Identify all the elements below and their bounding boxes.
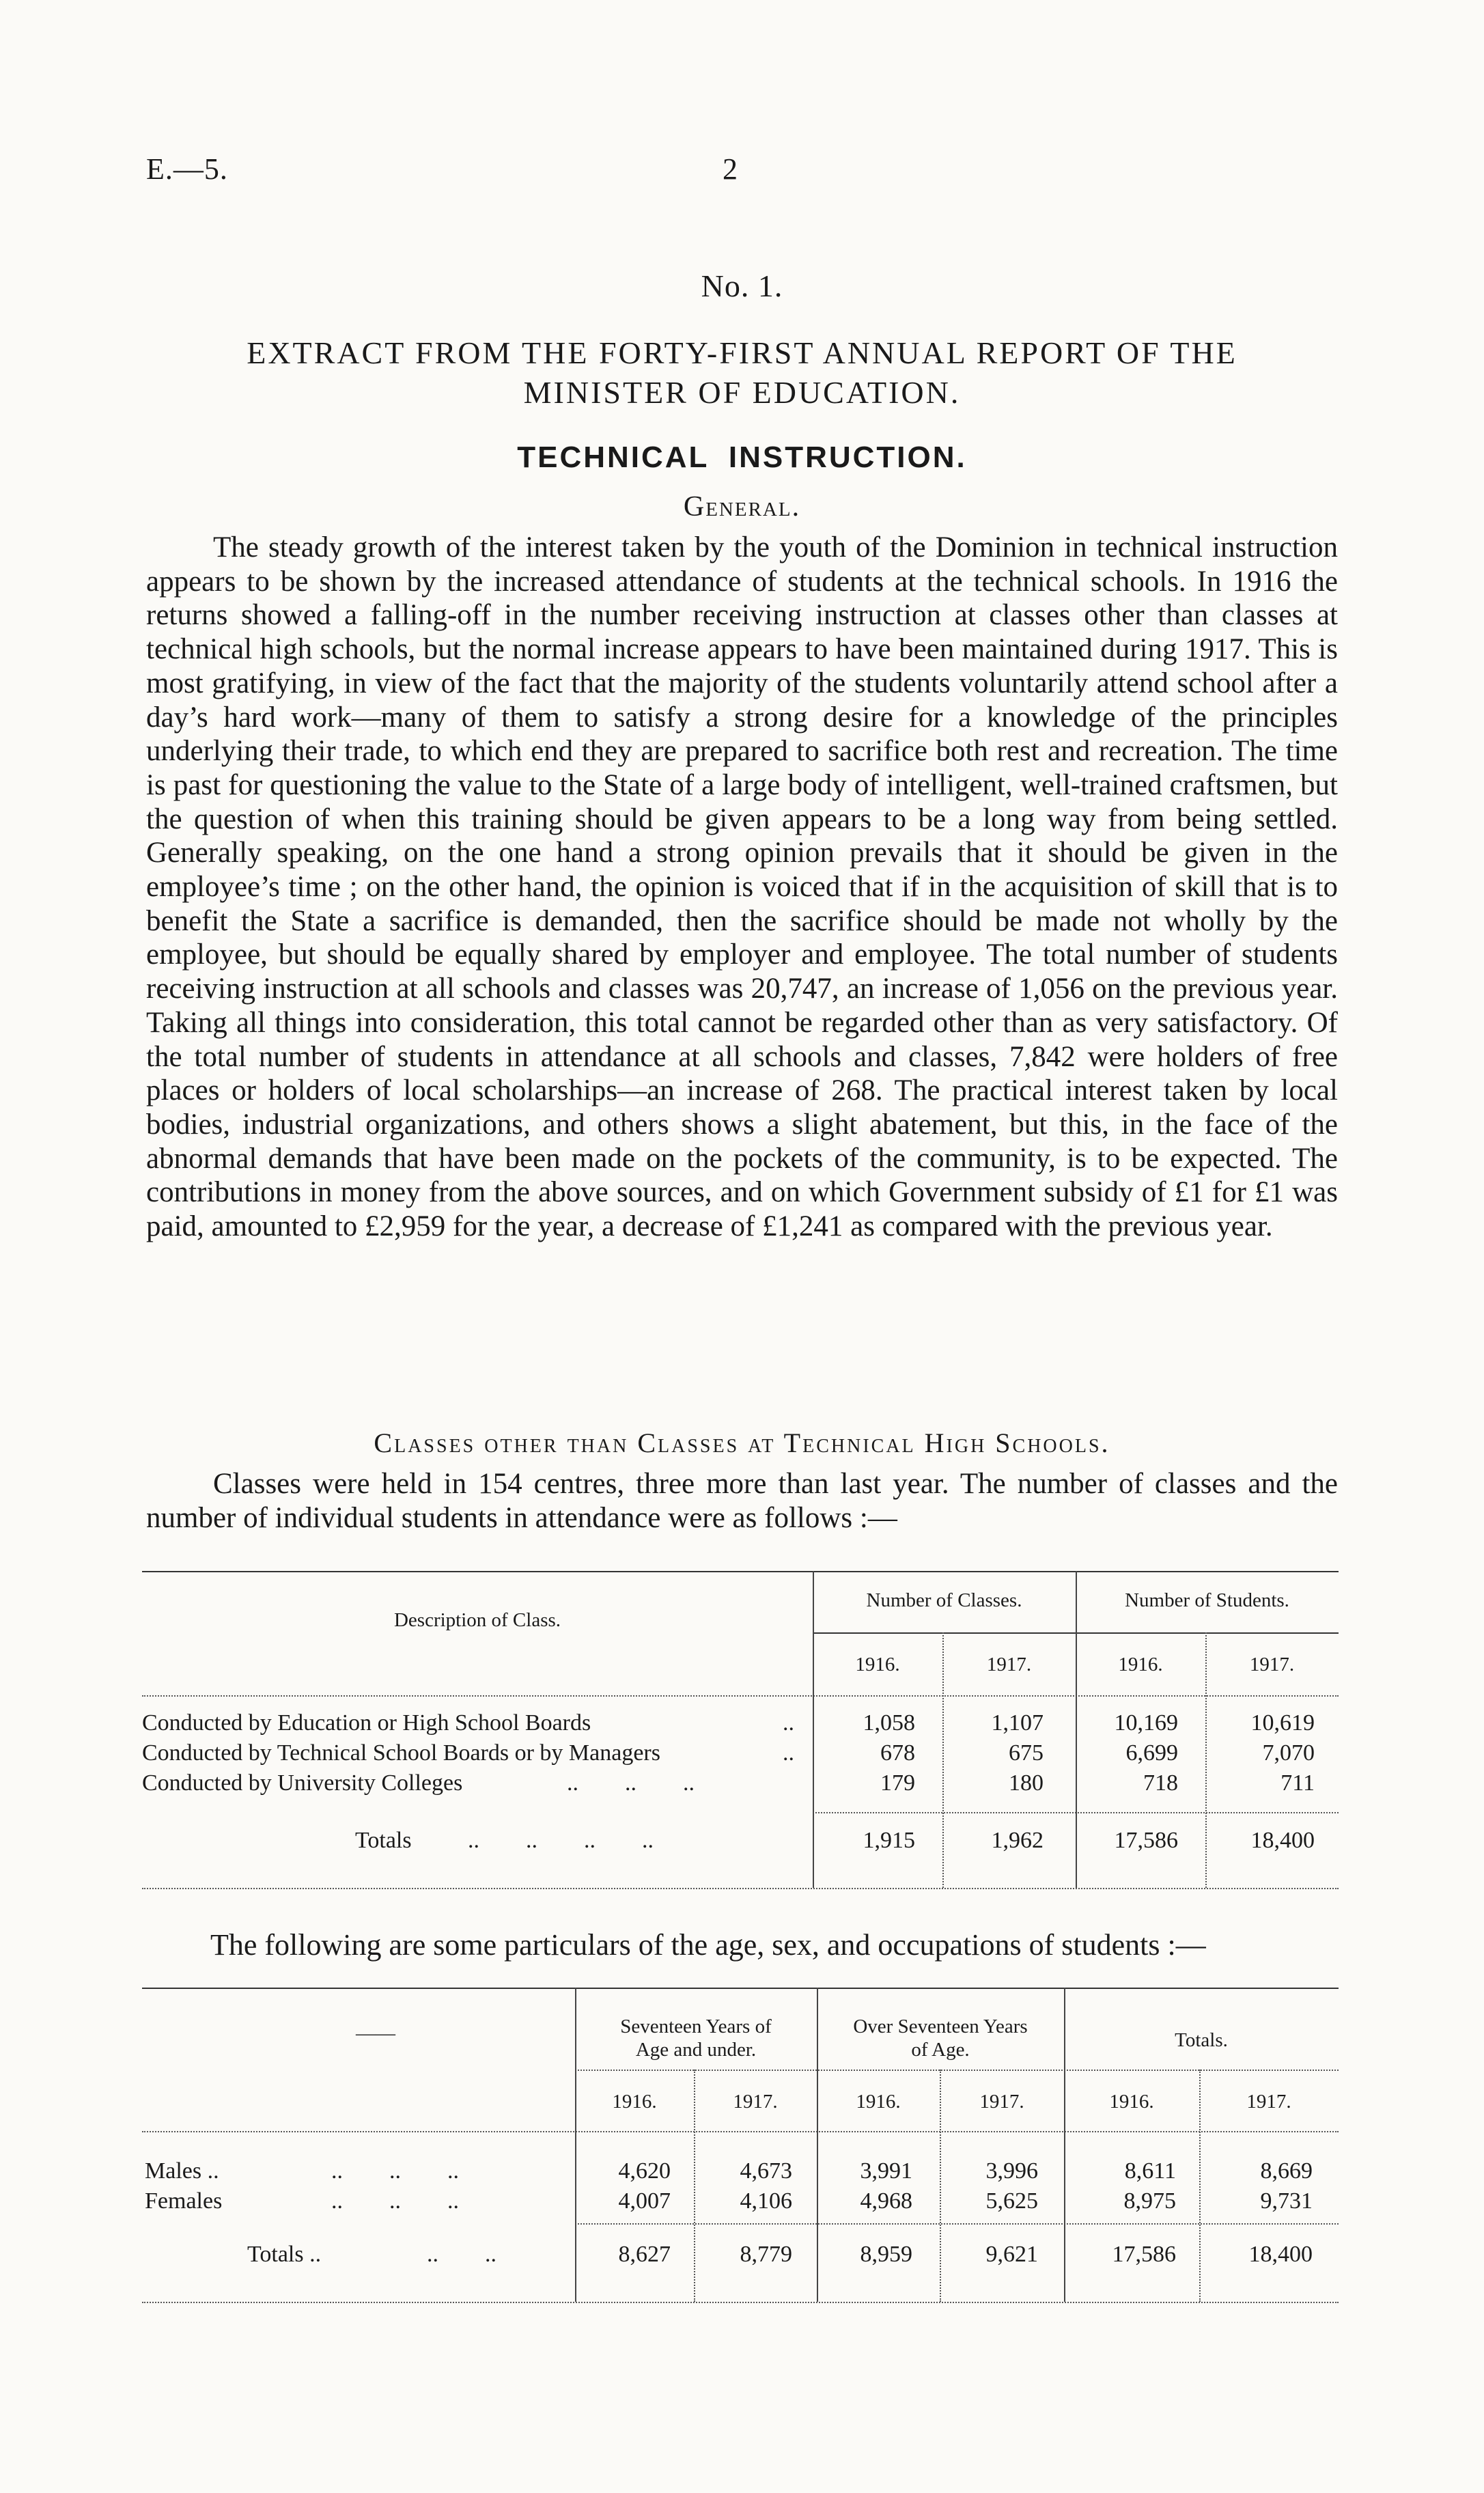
column-header-year: 1917. [1249,1654,1295,1675]
general-paragraph-block [146,531,1338,1244]
table-row-label: Conducted by Education or High School Boards [142,1710,591,1736]
column-header-under-17-line-2: Age and under. [635,2039,757,2061]
table-row-label: Males .. [145,2158,219,2184]
column-header-blank: —— [356,2022,395,2044]
table-cell: 675 [1009,1740,1044,1766]
table-cell: 3,996 [985,2158,1038,2184]
table-cell: 1,058 [863,1710,915,1736]
column-header-year: 1916. [1109,2091,1154,2113]
table-cell: 8,779 [740,2242,792,2267]
general-subheading: General. [683,491,801,523]
table-cell: 4,106 [740,2188,792,2214]
column-header-over-17 [817,2015,1064,2061]
leader-dots: .. .. .. [567,1770,695,1796]
table-rule-top [142,1988,1339,1989]
table-rule-header-mid [575,2070,1339,2071]
totals-label: Totals [355,1828,412,1853]
table-rule-bottom [142,1888,1339,1889]
table-cell: 180 [1009,1770,1044,1796]
column-header-under-17-line-1: Seventeen Years of [620,2016,772,2037]
column-header-classes: Number of Classes. [866,1589,1022,1611]
leader-dots: .. [783,1740,794,1766]
table-cell: 18,400 [1248,2242,1313,2267]
column-header-over-17-line-1: Over Seventeen Years [853,2016,1028,2037]
table-cell: 4,620 [618,2158,671,2184]
table-cell: 8,975 [1123,2188,1176,2214]
column-header-year: 1917. [733,2091,778,2113]
table-cell: 4,673 [740,2158,792,2184]
table-cell: 6,699 [1125,1740,1178,1766]
table-cell: 1,915 [863,1828,915,1853]
table-cell: 1,107 [991,1710,1044,1736]
column-header-year: 1917. [1246,2091,1291,2113]
table-cell: 179 [880,1770,915,1796]
column-header-totals: Totals. [1175,2029,1228,2051]
column-header-under-17 [575,2015,817,2061]
table-cell: 17,586 [1112,2242,1176,2267]
table-rule-top [142,1571,1339,1572]
table-cell: 4,968 [860,2188,912,2214]
column-header-year: 1916. [855,1654,900,1675]
leader-dots: .. .. [427,2242,496,2267]
column-header-year: 1916. [1118,1654,1163,1675]
page-number: 2 [723,152,738,186]
column-header-description: Description of Class. [393,1609,561,1631]
table-row-label: Conducted by Technical School Boards or by Managers [142,1740,660,1766]
table-cell: 7,070 [1262,1740,1315,1766]
leader-dots: .. .. .. [331,2158,459,2184]
document-reference: E.—5. [146,152,228,186]
table-cell: 711 [1280,1770,1315,1796]
table-cell: 5,625 [985,2188,1038,2214]
students-intro: The following are some particulars of the age, sex, and occupations of students :— [210,1928,1206,1962]
table-cell: 8,627 [618,2242,671,2267]
classes-paragraph: Classes were held in 154 centres, three more than last year. The number of classes and the number of individual students in attendance were as follows :— [146,1468,1338,1534]
table-rule-bottom [142,2302,1339,2303]
table-cell: 18,400 [1250,1828,1315,1853]
table-cell: 1,962 [991,1828,1044,1853]
table-cell: 8,959 [860,2242,912,2267]
table-cell: 8,611 [1124,2158,1176,2184]
column-header-students: Number of Students. [1125,1589,1289,1611]
totals-label: Totals .. [247,2242,322,2267]
table-cell: 8,669 [1260,2158,1313,2184]
table-rule-header-bottom [142,2131,1339,2132]
table-cell: 718 [1143,1770,1178,1796]
leader-dots: .. .. .. [331,2188,459,2214]
leader-dots: .. .. .. .. [468,1828,654,1853]
column-header-year: 1917. [986,1654,1032,1675]
classes-paragraph-block [146,1467,1338,1535]
document-title-line-2: MINISTER OF EDUCATION. [523,375,961,410]
table-cell: 10,169 [1114,1710,1178,1736]
document-number: No. 1. [701,268,783,303]
table-cell: 9,731 [1260,2188,1313,2214]
classes-heading: Classes other than Classes at Technical High Schools. [374,1427,1110,1458]
column-header-year: 1916. [856,2091,901,2113]
column-header-year: 1917. [979,2091,1024,2113]
table-cell: 10,619 [1250,1710,1315,1736]
table-row-label: Females [145,2188,223,2214]
document-title [146,333,1338,413]
table-cell: 3,991 [860,2158,912,2184]
table-row-label: Conducted by University Colleges [142,1770,463,1796]
table-rule-totals-top [575,2223,1339,2225]
leader-dots: .. [783,1710,794,1736]
table-cell: 17,586 [1114,1828,1178,1853]
table-cell: 4,007 [618,2188,671,2214]
document-title-line-1: EXTRACT FROM THE FORTY-FIRST ANNUAL REPORT OF THE [247,335,1237,370]
general-paragraph: The steady growth of the interest taken by the youth of the Dominion in technical instruction appears to be shown by the increased attendance of students at the technical schools. In 1916 the returns showed a falling-off in the number receiving instruction at classes other than classes at technical high schools, but the normal increase appears to have been maintained during 1917. This is most gratifying, in view of the fact that the majority of the students voluntarily attend school after a day’s hard work—many of them to satisfy a strong desire for a knowledge of the principles underlying their trade, to which end they are prepared to sacrifice both rest and recreation. The time is past for questioning the value to the State of a large body of intelligent, well-trained craftsmen, but the question of when this training should be given appears to be a long way from being settled. Generally speaking, on the one hand a strong opinion prevails that it should be given in the employee’s time ; on the other hand, the opinion is voiced that if in the acquisition of skill that is to benefit the State a sacrifice is demanded, then the sacrifice should be made not wholly by the employee, but should be equally shared by employer and employee. The total number of students receiving instruction at all schools and classes was 20,747, an increase of 1,056 on the previous year. Taking all things into consideration, this total cannot be regarded other than as very satisfactory. Of the total number of students in attendance at all schools and classes, 7,842 were holders of free places or holders of local scholarships—an increase of 268. The practical interest taken by local bodies, industrial organizations, and others shows a slight abatement, but this, in the face of the abnormal demands that have been made on the pockets of the community, is to be expected. The contributions in money from the above sources, and on which Government subsidy of £1 for £1 was paid, amounted to £2,959 for the year, a decrease of £1,241 as compared with the previous year. [146,531,1338,1243]
table-rule-header-bottom [142,1695,1339,1697]
column-header-over-17-line-2: of Age. [911,2039,970,2061]
column-header-year: 1916. [612,2091,657,2113]
table-cell: 9,621 [985,2242,1038,2267]
table-cell: 678 [880,1740,915,1766]
section-title: TECHNICAL INSTRUCTION. [517,441,967,474]
